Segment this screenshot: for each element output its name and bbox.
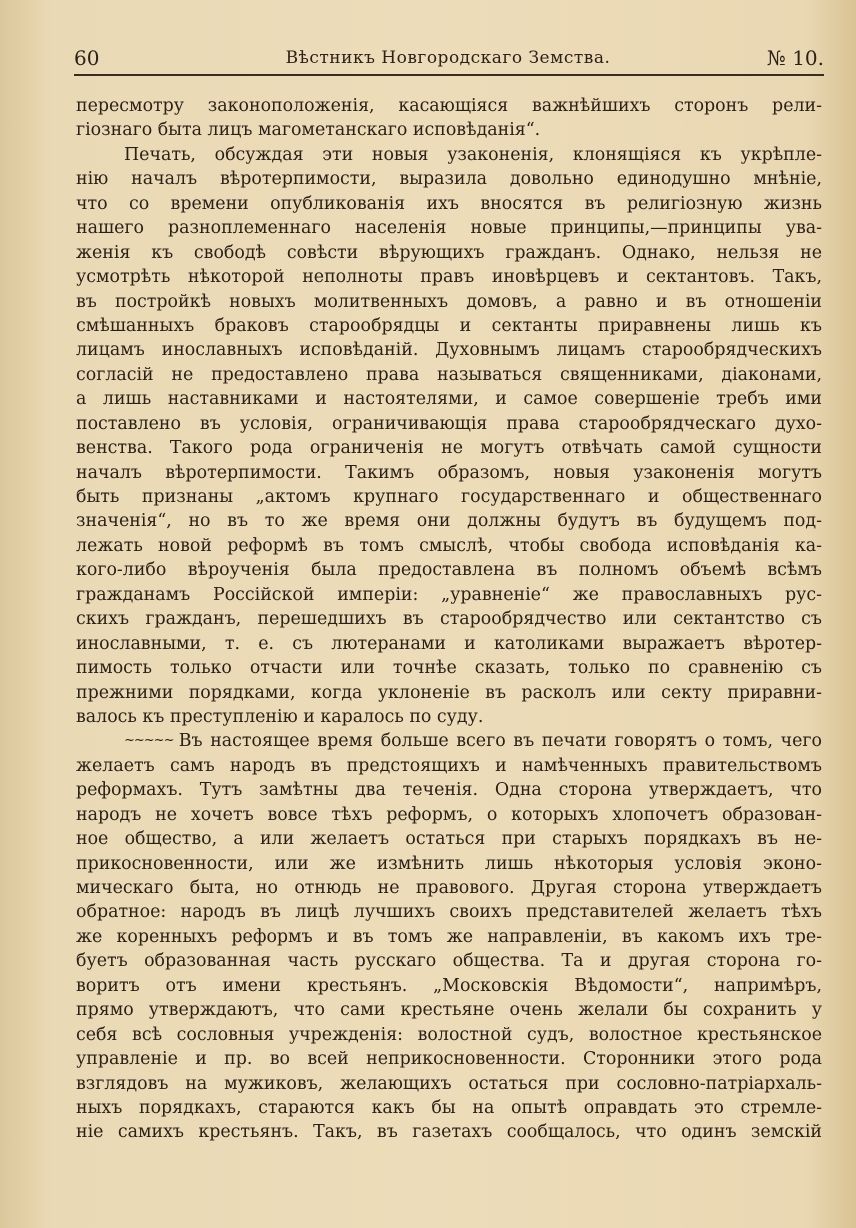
text-line <box>76 436 822 460</box>
line-text: пимость только отчасти или точнѣе сказать, только по сравненію съ <box>76 658 822 679</box>
running-header <box>72 44 824 74</box>
line-text: лежать новой реформѣ въ томъ смыслѣ, чтобы свобода исповѣданія ка- <box>76 535 822 556</box>
text-line <box>76 118 822 142</box>
line-text: прямо утверждаютъ, что сами крестьяне очень желали бы сохранить у <box>76 1000 822 1021</box>
text-line <box>76 534 822 558</box>
line-text: ныхъ порядкахъ, стараются какъ бы на опытѣ оправдать это стремле- <box>76 1097 822 1118</box>
line-text: реформахъ. Тутъ замѣтны два теченія. Одна сторона утверждаетъ, что <box>76 780 822 801</box>
line-text: воритъ отъ имени крестьянъ. „Московскія Вѣдомости“, напримѣръ, <box>76 975 822 996</box>
text-line <box>76 705 822 729</box>
line-text: началъ вѣротерпимости. Такимъ образомъ, новыя узаконенія могутъ <box>76 462 822 483</box>
journal-title: Вѣстникъ Новгородскаго Земства. <box>285 48 611 68</box>
text-line <box>76 607 822 631</box>
line-text: поставлено въ условія, ограничивающія права старообрядческаго духо- <box>76 413 822 434</box>
line-text: Печать, обсуждая эти новыя узаконенія, клонящіяся къ укрѣпле- <box>124 144 822 165</box>
text-line <box>76 461 822 485</box>
text-line <box>76 290 822 314</box>
text-line <box>76 1072 822 1096</box>
text-line <box>76 509 822 533</box>
text-line <box>76 974 822 998</box>
line-text: обратное: народъ въ лицѣ лучшихъ своихъ представителей желаетъ тѣхъ <box>76 902 822 923</box>
text-line <box>76 1120 822 1144</box>
line-text: управленіе и пр. во всей неприкосновенности. Сторонники этого рода <box>76 1049 822 1070</box>
line-text: валось къ преступленію и каралось по суду. <box>76 706 484 727</box>
line-text: ніе самихъ крестьянъ. Такъ, въ газетахъ сообщалось, что одинъ земскій <box>76 1122 822 1143</box>
line-text: желаетъ самъ народъ въ предстоящихъ и намѣченныхъ правительствомъ <box>76 755 822 776</box>
line-text: Въ настоящее время больше всего въ печати говорятъ о томъ, чего <box>178 731 822 752</box>
text-line <box>76 583 822 607</box>
line-text: женія къ свободѣ совѣсти вѣрующихъ гражданъ. Однако, нельзя не <box>76 242 822 263</box>
line-text: взглядовъ на мужиковъ, желающихъ остаться при сословно-патріархаль- <box>76 1073 822 1094</box>
text-line <box>76 558 822 582</box>
text-line <box>76 241 822 265</box>
line-text: инославными, т. е. съ лютеранами и католиками выражаетъ вѣротер- <box>76 633 822 654</box>
ornament-mark: ~~~~~ <box>124 733 179 749</box>
line-text: прикосновенности, или же измѣнить лишь нѣкоторыя условія эконо- <box>76 853 822 874</box>
issue-number: № 10. <box>766 46 824 70</box>
line-text: нію началъ вѣротерпимости, выразила довольно единодушно мнѣніе, <box>76 169 822 190</box>
line-text: прежними порядками, когда уклоненіе въ расколъ или секту приравни- <box>76 682 822 703</box>
text-line <box>76 900 822 924</box>
text-line <box>76 485 822 509</box>
text-line <box>76 216 822 240</box>
text-line <box>76 412 822 436</box>
line-text: же коренныхъ реформъ и въ томъ же направленіи, въ какомъ ихъ тре- <box>76 926 822 947</box>
text-line <box>76 314 822 338</box>
text-line <box>76 1047 822 1071</box>
line-text: въ постройкѣ новыхъ молитвенныхъ домовъ, а равно и въ отношеніи <box>76 291 822 312</box>
text-line <box>76 925 822 949</box>
text-line <box>76 265 822 289</box>
line-text: а лишь наставниками и настоятелями, и самое совершеніе требъ ими <box>76 389 822 410</box>
text-line <box>76 167 822 191</box>
line-text: себя всѣ сословныя учрежденія: волостной судъ, волостное крестьянское <box>76 1024 822 1045</box>
text-line <box>76 754 822 778</box>
text-line <box>76 143 822 167</box>
text-line <box>76 681 822 705</box>
text-line <box>76 998 822 1022</box>
text-line <box>76 729 822 753</box>
text-line <box>76 852 822 876</box>
text-line <box>76 949 822 973</box>
line-text: быть признаны „актомъ крупнаго государственнаго и общественнаго <box>76 487 822 507</box>
text-line <box>76 827 822 851</box>
line-text: пересмотру законоположенія, касающіяся важнѣйшихъ сторонъ рели- <box>76 96 822 116</box>
text-line <box>76 778 822 802</box>
text-line <box>76 94 822 118</box>
text-line <box>76 363 822 387</box>
page-number: 60 <box>74 46 100 70</box>
text-line <box>76 387 822 411</box>
line-text: гражданамъ Россійской имперіи: „уравненіе“ же православныхъ рус- <box>76 584 822 605</box>
text-line <box>76 1096 822 1120</box>
line-text: нашего разноплеменнаго населенія новые принципы,—принципы ува- <box>76 218 822 239</box>
text-line <box>76 876 822 900</box>
text-line <box>76 632 822 656</box>
header-rule <box>74 74 824 76</box>
text-line <box>76 803 822 827</box>
line-text: что со времени опубликованія ихъ вносятся въ религіозную жизнь <box>76 193 822 214</box>
line-text: согласій не предоставлено права называться священниками, діаконами, <box>76 364 822 385</box>
text-line <box>76 192 822 216</box>
article-body <box>76 94 822 1145</box>
line-text: значенія“, но въ то же время они должны будутъ въ будущемъ под- <box>76 511 822 532</box>
line-text: лицамъ инославныхъ исповѣданій. Духовнымъ лицамъ старообрядческихъ <box>76 340 822 361</box>
text-line <box>76 338 822 362</box>
line-text: скихъ гражданъ, перешедшихъ въ старообрядчество или сектантство съ <box>76 609 822 630</box>
line-text: мическаго быта, но отнюдь не правового. Другая сторона утверждаетъ <box>76 878 822 898</box>
line-text: народъ не хочетъ вовсе тѣхъ реформъ, о которыхъ хлопочетъ образован- <box>76 804 822 825</box>
line-text: ное общество, а или желаетъ остаться при старыхъ порядкахъ въ не- <box>76 829 822 850</box>
line-text: гіознаго быта лицъ магометанскаго исповѣданія“. <box>76 120 541 141</box>
line-text: буетъ образованная часть русскаго общества. Та и другая сторона го- <box>76 951 822 972</box>
line-text: венства. Такого рода ограниченія не могутъ отвѣчать самой сущности <box>76 438 822 459</box>
line-text: усмотрѣть нѣкоторой неполноты правъ иновѣрцевъ и сектантовъ. Такъ, <box>76 267 822 288</box>
text-line <box>76 656 822 680</box>
line-text: кого-либо вѣроученія была предоставлена въ полномъ объемѣ всѣмъ <box>76 560 822 581</box>
text-line <box>76 1023 822 1047</box>
line-text: смѣшанныхъ браковъ старообрядцы и сектанты приравнены лишь къ <box>76 315 822 336</box>
